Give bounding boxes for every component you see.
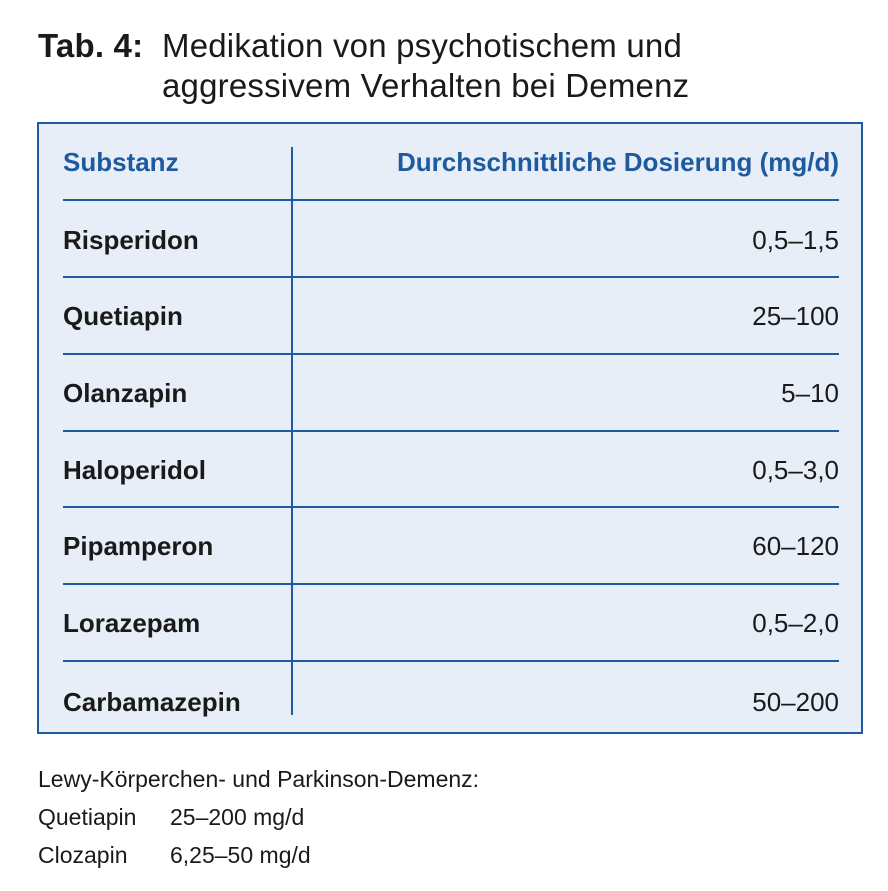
footnote-heading: Lewy-Körperchen- und Parkinson-Demenz: [38, 766, 480, 792]
row-dose: 50–200 [752, 687, 839, 717]
row-substance: Haloperidol [63, 455, 207, 485]
footnote-item [38, 798, 479, 836]
row-divider [63, 276, 839, 278]
row-substance: Olanzapin [63, 378, 188, 408]
row-dose: 5–10 [781, 378, 839, 408]
row-substance: Carbamazepin [63, 687, 241, 717]
row-divider [63, 430, 839, 432]
row-substance: Lorazepam [63, 608, 201, 638]
footnote-dose: 6,25–50 mg/d [170, 842, 311, 868]
footnote-drug: Quetiapin [38, 804, 137, 830]
row-substance: Risperidon [63, 225, 199, 255]
footnote-dose: 25–200 mg/d [170, 804, 305, 830]
row-dose: 25–100 [752, 301, 839, 331]
title-label-spacer [38, 66, 162, 106]
row-substance: Quetiapin [63, 301, 183, 331]
row-substance: Pipamperon [63, 531, 214, 561]
row-dose: 0,5–2,0 [752, 608, 839, 638]
header-substance: Substanz [63, 147, 179, 177]
row-divider [63, 660, 839, 662]
title-line-1 [38, 26, 868, 66]
title-label: Tab. 4: [38, 27, 144, 64]
row-divider [63, 583, 839, 585]
header-dose: Durchschnittliche Dosierung (mg/d) [396, 147, 839, 177]
row-divider [63, 506, 839, 508]
row-dose: 0,5–1,5 [752, 225, 839, 255]
table-title [38, 26, 868, 106]
title-text-line-2: aggressivem Verhalten bei Demenz [162, 67, 690, 104]
row-divider [63, 199, 839, 201]
row-dose: 0,5–3,0 [752, 455, 839, 485]
footnote [38, 760, 479, 874]
title-text-line-1: Medikation von psychotischem und [162, 27, 683, 64]
row-dose: 60–120 [752, 531, 839, 561]
footnote-item [38, 836, 479, 874]
row-divider [63, 353, 839, 355]
title-line-2 [38, 66, 868, 106]
footnote-drug: Clozapin [38, 842, 128, 868]
medication-table [37, 122, 863, 734]
